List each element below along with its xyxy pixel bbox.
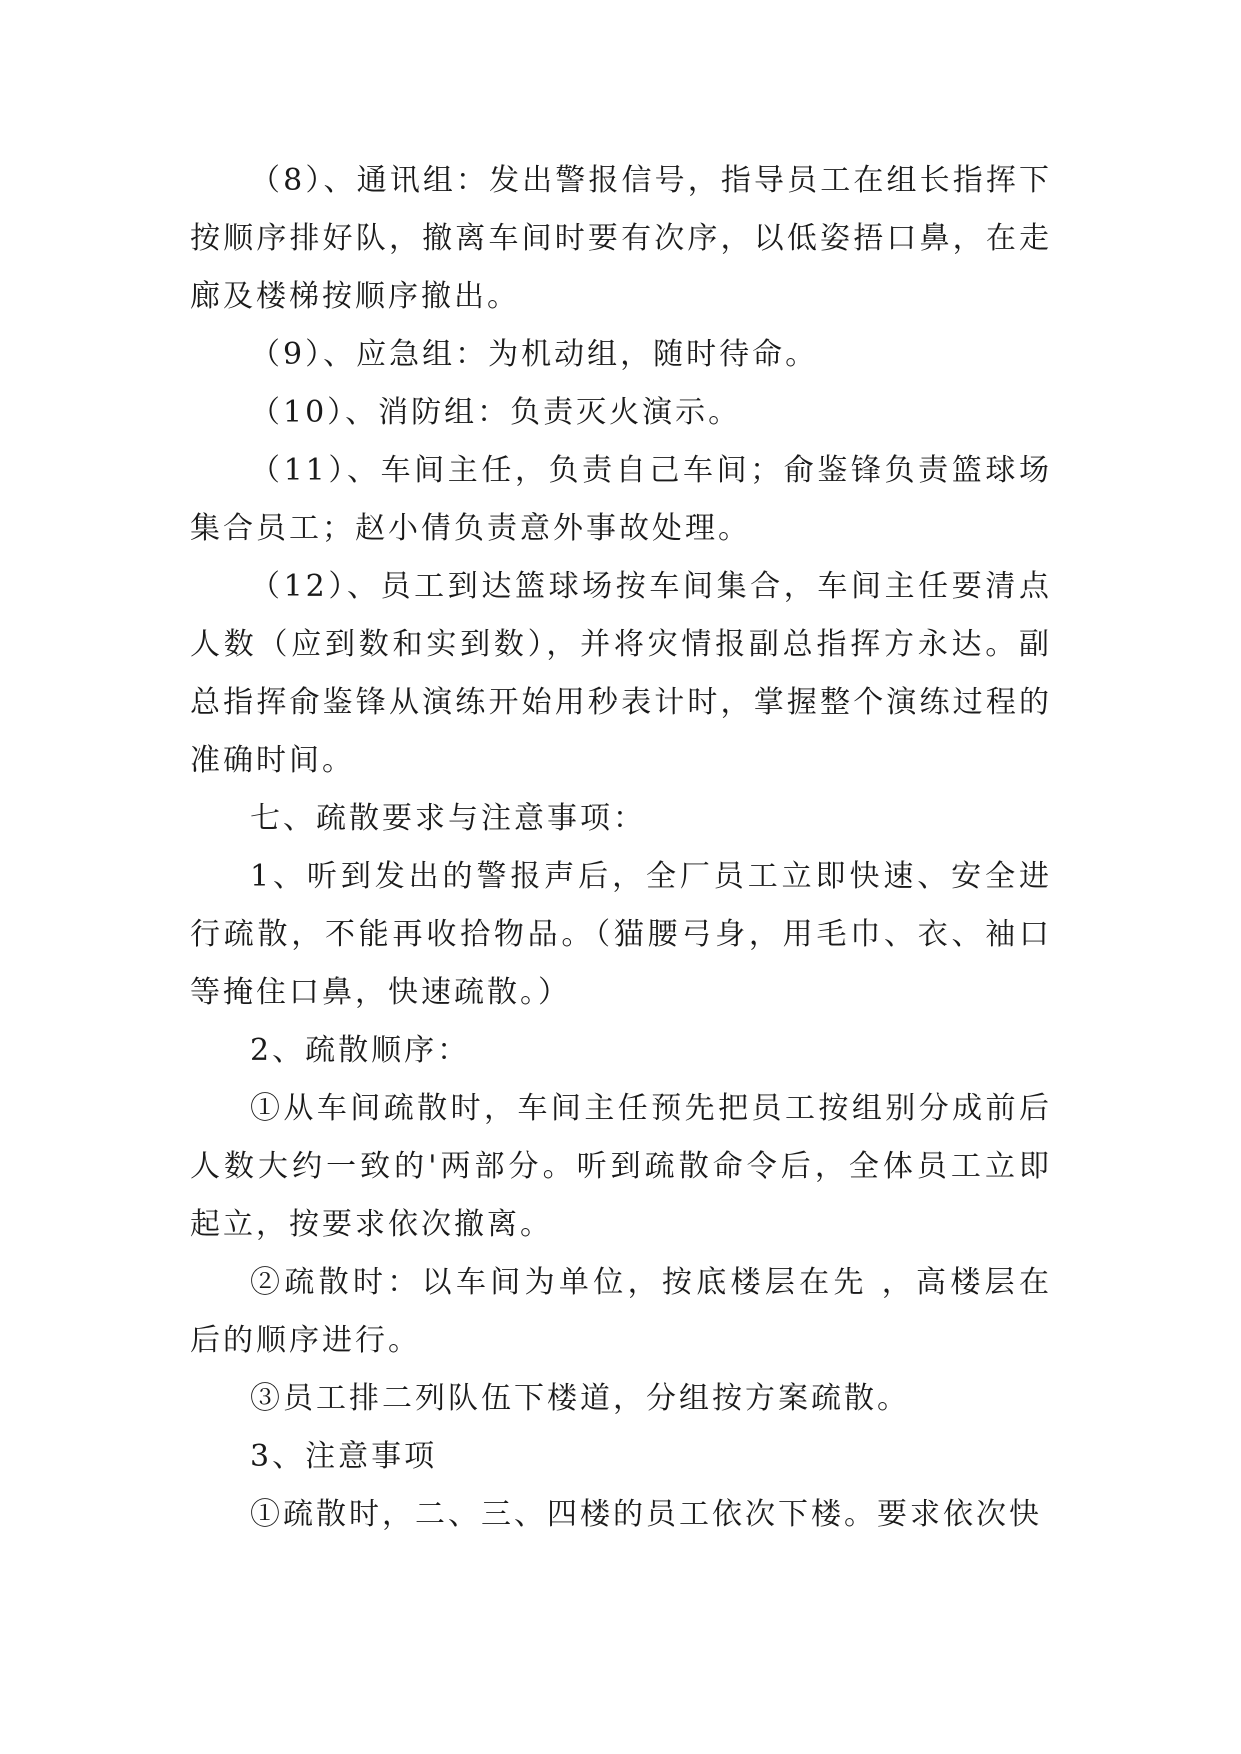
- paragraph-evacuation-step-1: ①从车间疏散时，车间主任预先把员工按组别分成前后人数大约一致的'两部分。听到疏散命令后，全体员工立即起立，按要求依次撤离。: [190, 1091, 1052, 1242]
- paragraph-workshop-director: （11）、车间主任，负责自己车间；俞鉴锋负责篮球场集合员工；赵小倩负责意外事故处理。: [190, 453, 1052, 546]
- paragraph-evacuation-step-2: ②疏散时：以车间为单位，按底楼层在先 ，高楼层在后的顺序进行。: [190, 1265, 1052, 1358]
- paragraph-notes-heading: 3、注意事项: [250, 1439, 438, 1474]
- paragraph-communication-group: （8）、通讯组：发出警报信号，指导员工在组长指挥下按顺序排好队，撤离车间时要有次序，以低姿捂口鼻，在走廊及楼梯按顺序撤出。: [190, 163, 1052, 314]
- paragraph-notes-step-1: ①疏散时，二、三、四楼的员工依次下楼。要求依次快: [250, 1497, 1042, 1532]
- paragraph-fire-group: （10）、消防组：负责灭火演示。: [250, 395, 742, 430]
- section-heading-evacuation: 七、疏散要求与注意事项：: [250, 801, 646, 836]
- paragraph-evacuation-order: 2、疏散顺序：: [250, 1033, 471, 1068]
- paragraph-emergency-group: （9）、应急组：为机动组，随时待命。: [250, 337, 819, 372]
- document-body: [190, 152, 1052, 1544]
- paragraph-alarm-response: 1、听到发出的警报声后，全厂员工立即快速、安全进行疏散，不能再收拾物品。（猫腰弓身，用毛巾、衣、袖口等掩住口鼻，快速疏散。）: [190, 859, 1052, 1010]
- paragraph-assembly-count: （12）、员工到达篮球场按车间集合，车间主任要清点人数（应到数和实到数），并将灾情报副总指挥方永达。副总指挥俞鉴锋从演练开始用秒表计时，掌握整个演练过程的准确时间。: [190, 569, 1052, 778]
- paragraph-evacuation-step-3: ③员工排二列队伍下楼道，分组按方案疏散。: [250, 1381, 910, 1416]
